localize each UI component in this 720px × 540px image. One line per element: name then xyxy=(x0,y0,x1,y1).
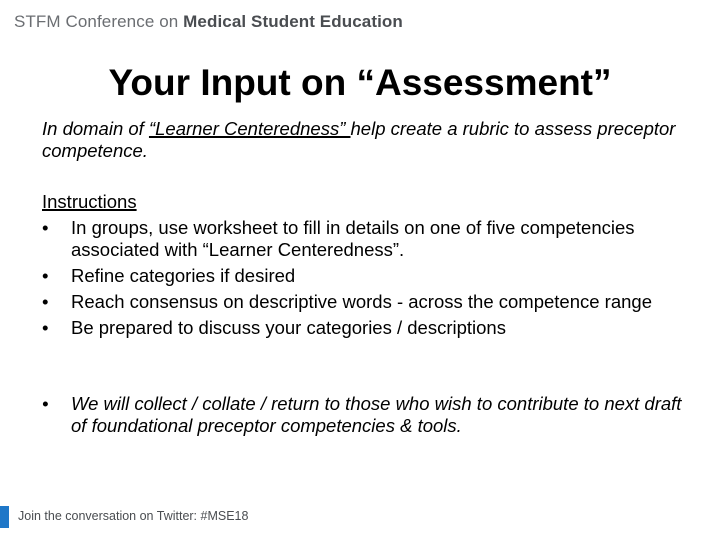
footer xyxy=(0,506,720,528)
closing-item: • We will collect / collate / return to those who wish to contribute to next draft of foundational preceptor competencies & tools. xyxy=(42,393,692,437)
instructions-section xyxy=(42,191,692,339)
instruction-item: • Reach consensus on descriptive words - across the competence range xyxy=(42,291,692,313)
conference-name-bold: Medical Student Education xyxy=(183,12,403,31)
intro-after: help create a rubric to assess preceptor competence. xyxy=(42,118,676,161)
instruction-item: • Refine categories if desired xyxy=(42,265,692,287)
slide-title: Your Input on “Assessment” xyxy=(108,62,612,103)
closing-list xyxy=(42,393,692,437)
intro-underlined: “Learner Centeredness” xyxy=(148,118,351,139)
footer-accent-bar xyxy=(0,506,9,528)
header-banner xyxy=(0,0,720,44)
conference-name xyxy=(14,12,403,32)
footer-twitter-text: Join the conversation on Twitter: #MSE18 xyxy=(18,509,249,523)
intro-text xyxy=(42,118,682,162)
instruction-item: • Be prepared to discuss your categories / descriptions xyxy=(42,317,692,339)
instruction-item: • In groups, use worksheet to fill in details on one of five competencies associated with “Learner Centeredness”. xyxy=(42,217,692,261)
instructions-list xyxy=(42,217,692,339)
instructions-heading: Instructions xyxy=(42,191,137,212)
conference-name-light: STFM Conference on xyxy=(14,12,184,31)
closing-section xyxy=(42,393,692,437)
intro-before: In domain of xyxy=(42,118,149,139)
